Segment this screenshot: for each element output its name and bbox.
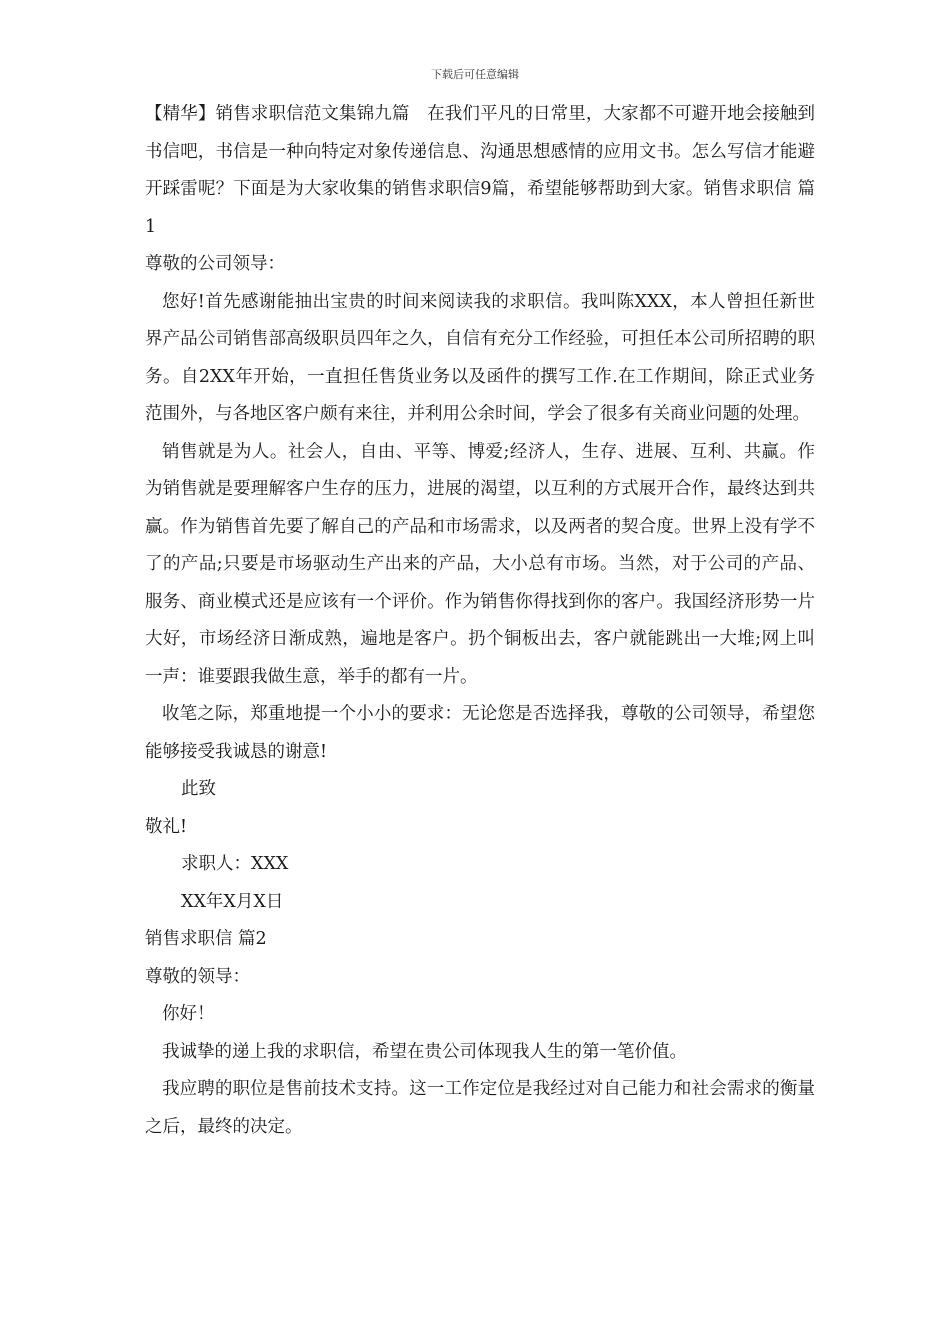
letter2-title: 销售求职信 篇2 xyxy=(145,929,267,949)
letter2-paragraph-1: 我诚挚的递上我的求职信，希望在贵公司体现我人生的第一笔价值。 xyxy=(162,1041,687,1062)
letter1-signer: 求职人：XXX xyxy=(181,854,289,874)
letter1-closing-1: 此致 xyxy=(181,779,216,799)
letter1-date: XX年X月X日 xyxy=(181,891,284,912)
letter1-paragraph-1: 您好!首先感谢能抽出宝贵的时间来阅读我的求职信。我叫陈XXX，本人曾担任新世界产品公司销售部高级职员四年之久，自信有充分工作经验，可担任本公司所招聘的职务。自2XX年开始，一直担任售货业务以及函件的撰写工作.在工作期间，除正式业务范围外，与各地区客户颇有来往，并利用公余时间，学会了很多有关商业问题的处理。 xyxy=(145,291,815,424)
intro-paragraph: 【精华】销售求职信范文集锦九篇 在我们平凡的日常里，大家都不可避开地会接触到书信吧，书信是一种向特定对象传递信息、沟通思想感情的应用文书。怎么写信才能避开踩雷呢？下面是为大家收集的销售求职信9篇，希望能够帮助到大家。销售求职信 篇1 xyxy=(145,104,815,237)
letter1-closing-2: 敬礼! xyxy=(145,816,188,837)
letter1-paragraph-3: 收笔之际，郑重地提一个小小的要求：无论您是否选择我，尊敬的公司领导，希望您能够接受我诚恳的谢意! xyxy=(145,704,815,762)
letter2-greeting: 你好！ xyxy=(162,1004,215,1024)
letter1-salutation: 尊敬的公司领导： xyxy=(145,254,285,274)
header-note: 下载后可任意编辑 xyxy=(431,68,519,81)
letter2-paragraph-2: 我应聘的职位是售前技术支持。这一工作定位是我经过对自己能力和社会需求的衡量之后，最终的决定。 xyxy=(145,1079,815,1137)
document-body xyxy=(145,96,815,1146)
letter2-salutation: 尊敬的领导： xyxy=(145,966,250,987)
letter1-paragraph-2: 销售就是为人。社会人，自由、平等、博爱;经济人，生存、进展、互利、共赢。作为销售就是要理解客户生存的压力，进展的渴望，以互利的方式展开合作，最终达到共赢。作为销售首先要了解自己的产品和市场需求，以及两者的契合度。世界上没有学不了的产品;只要是市场驱动生产出来的产品，大小总有市场。当然，对于公司的产品、服务、商业模式还是应该有一个评价。作为销售你得找到你的客户。我国经济形势一片大好，市场经济日渐成熟，遍地是客户。扔个铜板出去，客户就能跳出一大堆;网上叫一声：谁要跟我做生意，举手的都有一片。 xyxy=(145,441,815,687)
